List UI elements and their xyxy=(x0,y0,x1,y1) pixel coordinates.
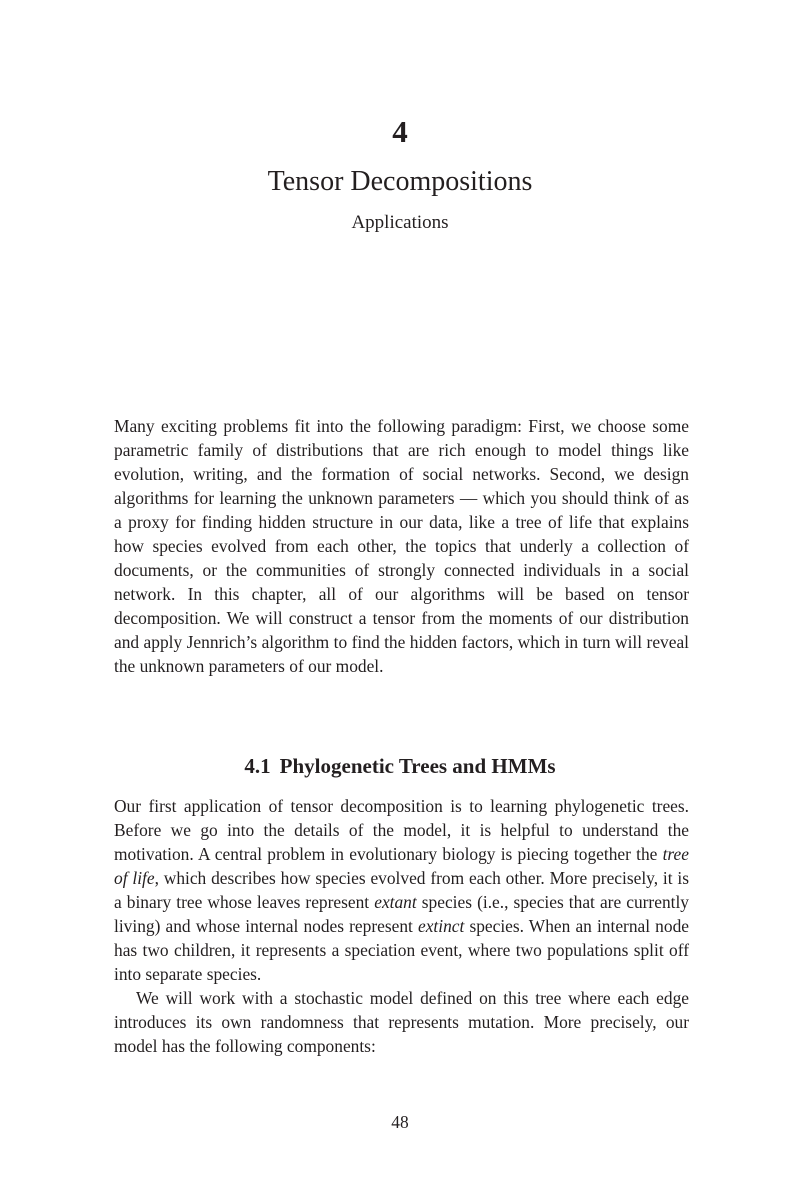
section-number: 4.1 xyxy=(244,754,271,778)
emphasis-tree-of-life: tree of life xyxy=(114,844,689,888)
section-paragraph-1 xyxy=(114,794,689,986)
paragraph-text: , which describes how species evolved from each other. More precisely, it is a binary tree whose leaves represent xyxy=(114,868,690,912)
paragraph-text: Our first application of tensor decomposition is to learning phylogenetic trees. Before we go into the details of the model, it is helpful to understand the motivation. A central problem in evolutionary biology is piecing together the xyxy=(114,796,689,864)
paragraph-text: species (i.e., species that are currently living) and whose internal nodes represent xyxy=(114,892,689,936)
emphasis-extant: extant xyxy=(374,892,417,912)
paragraph-text: species. When an internal node has two children, it represents a speciation event, where two populations split off into separate species. xyxy=(114,916,689,984)
chapter-subtitle: Applications xyxy=(351,212,449,233)
intro-paragraph: Many exciting problems fit into the following paradigm: First, we choose some parametric family of distributions that are rich enough to model things like evolution, writing, and the formation of social networks. Second, we design algorithms for learning the unknown parameters — which you should think of as a proxy for finding hidden structure in our data, like a tree of life that explains how species evolved from each other, the topics that underly a collection of documents, or the communities of strongly connected individuals in a social network. In this chapter, all of our algorithms will be based on tensor decomposition. We will construct a tensor from the moments of our distribution and apply Jennrich’s algorithm to find the hidden factors, which in turn will reveal the unknown parameters of our model. xyxy=(114,416,689,676)
chapter-title: Tensor Decompositions xyxy=(267,166,533,197)
page-number: 48 xyxy=(391,1112,409,1132)
section-paragraph-2: We will work with a stochastic model defined on this tree where each edge introduces its own randomness that represents mutation. More precisely, our model has the following components: xyxy=(114,988,689,1056)
emphasis-extinct: extinct xyxy=(417,916,465,936)
section-title: Phylogenetic Trees and HMMs xyxy=(279,754,556,778)
chapter-number: 4 xyxy=(392,114,408,149)
section-heading xyxy=(0,751,800,781)
